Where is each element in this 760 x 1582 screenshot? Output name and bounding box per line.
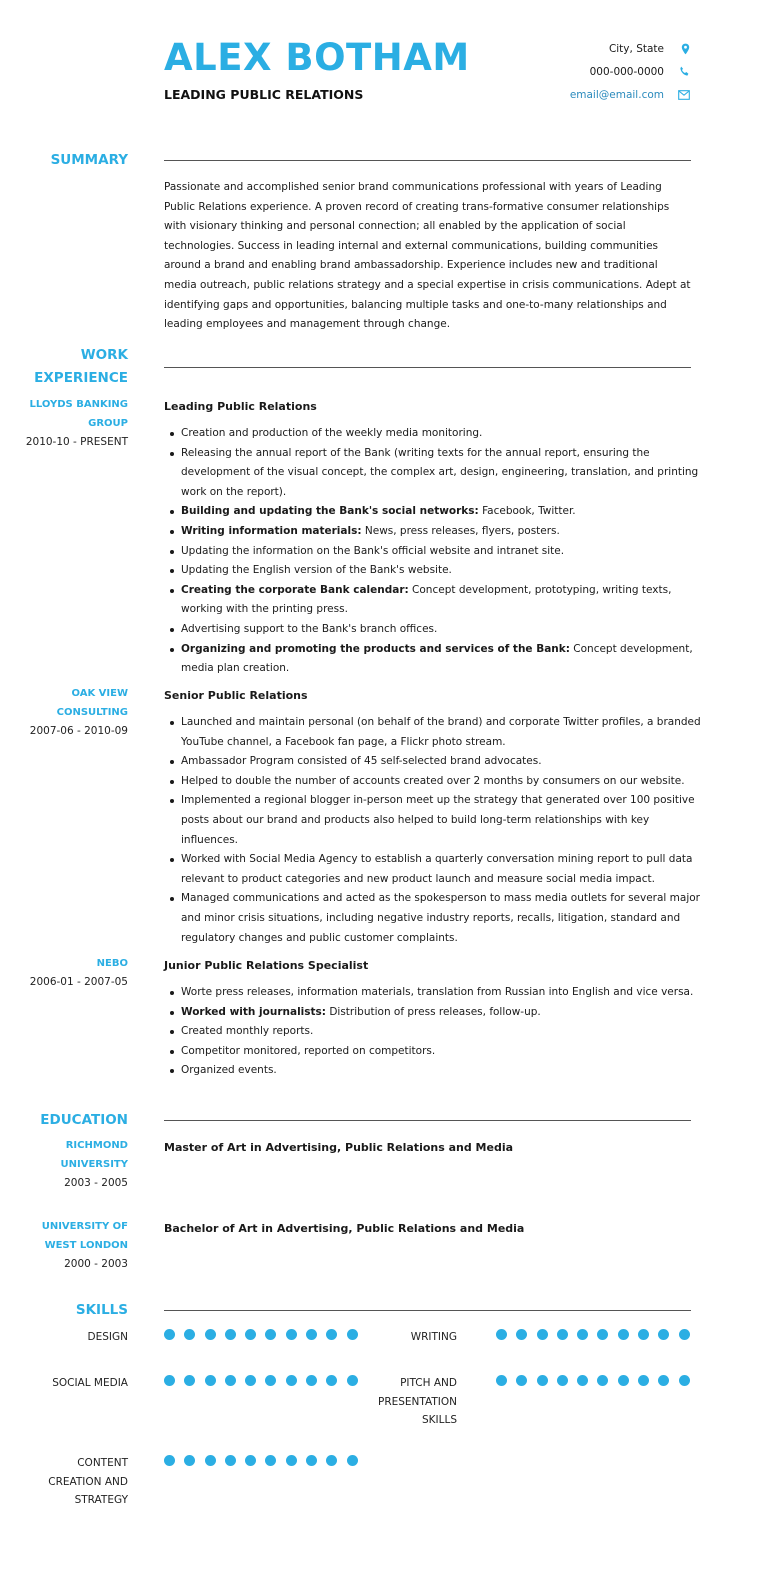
candidate-name: ALEX BOTHAM (164, 36, 470, 79)
skill-dot (516, 1375, 527, 1386)
summary-heading: SUMMARY (50, 152, 128, 168)
employer-line: CONSULTING (56, 706, 128, 718)
skill-rating (164, 1455, 358, 1466)
skill-dot (286, 1329, 297, 1340)
skill-dot (679, 1375, 690, 1386)
bullet-item (181, 522, 708, 542)
bullet-item (181, 502, 708, 522)
bullet-item (181, 640, 708, 679)
bullet-text: Managed communications and acted as the spokesperson to mass media outlets for several major and minor crisis situations, including negative industry reports, recalls, litigation, standard and regulatory changes and public customer complaints. (181, 892, 701, 944)
bullet-text: Distribution of press releases, follow-up. (326, 1005, 541, 1018)
employer-line: LLOYDS BANKING (29, 399, 128, 410)
skill-dot (164, 1455, 175, 1466)
contact-phone (570, 60, 690, 83)
skill-dot (347, 1329, 358, 1340)
bullet-item (181, 1061, 708, 1081)
bullet-text: Organized events. (181, 1064, 277, 1077)
bullet-text: Concept development, prototyping, writing texts, working with the printing press. (181, 583, 672, 616)
job-dates: 2006-01 - 2007-05 (29, 976, 128, 988)
bullet-text: Updating the information on the Bank's official website and intranet site. (181, 544, 565, 557)
skill-label: SOCIAL MEDIA (52, 1377, 128, 1389)
skill-dot (347, 1455, 358, 1466)
skill-dot (184, 1329, 195, 1340)
bullet-text: Facebook, Twitter. (478, 505, 576, 518)
skill-dot (164, 1375, 175, 1386)
skill-dot (577, 1329, 588, 1340)
skill-dot (658, 1375, 669, 1386)
skill-dot (326, 1329, 337, 1340)
school-line: UNIVERSITY OF (41, 1221, 128, 1232)
location-text: City, State (608, 42, 664, 55)
phone-text: 000-000-0000 (589, 65, 664, 78)
contact-email[interactable] (570, 83, 690, 106)
skill-dot (265, 1375, 276, 1386)
skill-dot (537, 1329, 548, 1340)
skill-dot (245, 1375, 256, 1386)
bullet-text: Helped to double the number of accounts created over 2 months by consumers on our website. (181, 774, 685, 787)
education-divider (164, 1120, 691, 1121)
bullet-item (181, 713, 708, 752)
bullet-item (181, 983, 708, 1003)
bullet-text: Worked with Social Media Agency to establish a quarterly conversation mining report to pull data relevant to product categories and new product launch and measure social media impact. (181, 853, 693, 885)
skill-dot (597, 1329, 608, 1340)
skill-dot (618, 1375, 629, 1386)
degree-title: Master of Art in Advertising, Public Relations and Media (164, 1141, 514, 1154)
bullet-text: Competitor monitored, reported on competitors. (181, 1044, 436, 1057)
skill-dot (245, 1329, 256, 1340)
skill-dot (516, 1329, 527, 1340)
skill-dot (306, 1375, 317, 1386)
bullet-text: Advertising support to the Bank's branch offices. (181, 622, 438, 635)
skill-dot (679, 1329, 690, 1340)
bullet-item (181, 542, 708, 562)
employer-line: OAK VIEW (71, 688, 128, 699)
bullet-lead: Organizing and promoting the products and services of the Bank: (181, 642, 570, 655)
bullet-text: Worte press releases, information materials, translation from Russian into English and vice versa. (181, 986, 694, 998)
job-employer (10, 396, 128, 433)
school-name (10, 1218, 128, 1255)
skill-dot (347, 1375, 358, 1386)
bullet-text: Creation and production of the weekly media monitoring. (181, 427, 483, 439)
bullet-item (181, 620, 708, 640)
skill-dot (326, 1375, 337, 1386)
bullet-text: Created monthly reports. (181, 1025, 314, 1038)
skill-dot (225, 1455, 236, 1466)
work-heading-line2: EXPERIENCE (34, 370, 128, 386)
skill-rating (164, 1375, 358, 1386)
education-dates: 2003 - 2005 (64, 1177, 128, 1189)
map-pin-icon (672, 42, 690, 56)
bullet-item (181, 1022, 708, 1042)
bullet-text: Ambassador Program consisted of 45 self-selected brand advocates. (181, 755, 542, 768)
employer-line: GROUP (88, 417, 128, 429)
work-divider (164, 367, 691, 368)
skill-rating (496, 1375, 690, 1386)
bullet-text: Releasing the annual report of the Bank (writing texts for the annual report, ensuring the development of the visual concept, the complex art, design, engineering, translation, and printing work on the report). (181, 446, 699, 498)
work-heading-line1: WORK (80, 347, 128, 363)
skill-label: PITCH AND PRESENTATION SKILLS (377, 1377, 457, 1426)
employer-line: NEBO (96, 958, 128, 969)
skill-label: CONTENT CREATION AND STRATEGY (48, 1457, 128, 1506)
job-bullets (164, 713, 708, 948)
bullet-text: Concept development, media plan creation. (181, 642, 693, 675)
summary-text: Passionate and accomplished senior brand communications professional with years of Leading Public Relations experience. A proven record of creating trans-formative consumer relationships with visionary thinking and personal connection; all enabled by the application of social technologies. Success in leading internal and external communications, building communities around a brand and enabling brand ambassadorship. Experience includes new and traditional media outreach, public relations strategy and a special expertise in crisis communications. Adept at identifying gaps and opportunities, balancing multiple tasks and one-to-many relationships and leading employees and management through change. (164, 181, 691, 331)
job-role: Junior Public Relations Specialist (164, 959, 369, 972)
skill-dot (306, 1329, 317, 1340)
school-line: RICHMOND (65, 1140, 128, 1151)
skill-dot (205, 1375, 216, 1386)
bullet-text: Implemented a regional blogger in-person meet up the strategy that generated over 100 positive posts about our brand and products also helped to build long-term relationships with key influences. (181, 794, 695, 846)
contact-block (570, 37, 690, 106)
skill-dot (184, 1455, 195, 1466)
skill-rating (164, 1329, 358, 1340)
bullet-lead: Creating the corporate Bank calendar: (181, 583, 409, 596)
phone-icon (672, 65, 690, 79)
skill-dot (597, 1375, 608, 1386)
job-role: Leading Public Relations (164, 400, 317, 413)
skill-dot (184, 1375, 195, 1386)
bullet-lead: Writing information materials: (181, 524, 362, 537)
bullet-item (181, 1003, 708, 1023)
skill-dot (265, 1329, 276, 1340)
summary-divider (164, 160, 691, 161)
bullet-text: News, press releases, flyers, posters. (361, 524, 560, 537)
candidate-title: LEADING PUBLIC RELATIONS (164, 87, 364, 102)
work-heading (20, 344, 128, 390)
skill-dot (618, 1329, 629, 1340)
skill-dot (205, 1329, 216, 1340)
skill-dot (658, 1329, 669, 1340)
skill-dot (286, 1455, 297, 1466)
bullet-item (181, 424, 708, 444)
bullet-item (181, 791, 708, 850)
skill-dot (326, 1455, 337, 1466)
education-dates: 2000 - 2003 (64, 1258, 128, 1270)
skill-dot (286, 1375, 297, 1386)
bullet-item (181, 444, 708, 503)
email-link[interactable]: email@email.com (569, 88, 664, 101)
school-name (10, 1137, 128, 1174)
job-role: Senior Public Relations (164, 689, 308, 702)
skill-rating (496, 1329, 690, 1340)
skills-divider (164, 1310, 691, 1311)
skill-dot (306, 1455, 317, 1466)
job-bullets (164, 983, 708, 1081)
bullet-item (181, 1042, 708, 1062)
skill-dot (638, 1329, 649, 1340)
skill-dot (225, 1329, 236, 1340)
skill-label: WRITING (410, 1331, 457, 1343)
bullet-lead: Building and updating the Bank's social networks: (181, 505, 479, 518)
envelope-icon (672, 88, 690, 102)
job-employer (10, 685, 128, 722)
skill-dot (496, 1375, 507, 1386)
skill-dot (496, 1329, 507, 1340)
bullet-item (181, 581, 708, 620)
bullet-item (181, 772, 708, 792)
skill-dot (557, 1375, 568, 1386)
job-bullets (164, 424, 708, 679)
school-line: UNIVERSITY (60, 1158, 128, 1170)
bullet-item (181, 561, 708, 581)
skill-dot (577, 1375, 588, 1386)
skill-label: DESIGN (87, 1331, 128, 1343)
job-dates: 2010-10 - PRESENT (25, 436, 128, 448)
skill-dot (205, 1455, 216, 1466)
skill-dot (557, 1329, 568, 1340)
bullet-text: Launched and maintain personal (on behalf of the brand) and corporate Twitter profiles, a branded YouTube channel, a Facebook fan page, a Flickr photo stream. (181, 716, 701, 748)
bullet-text: Updating the English version of the Bank's website. (181, 564, 452, 577)
degree-title: Bachelor of Art in Advertising, Public Relations and Media (164, 1222, 525, 1235)
bullet-lead: Worked with journalists: (181, 1005, 326, 1018)
skill-dot (638, 1375, 649, 1386)
bullet-item (181, 752, 708, 772)
job-dates: 2007-06 - 2010-09 (29, 725, 128, 737)
skill-dot (245, 1455, 256, 1466)
contact-location (570, 37, 690, 60)
skill-dot (225, 1375, 236, 1386)
school-line: WEST LONDON (44, 1239, 128, 1251)
skill-dot (537, 1375, 548, 1386)
bullet-item (181, 850, 708, 889)
job-employer (10, 955, 128, 974)
skill-dot (265, 1455, 276, 1466)
education-heading: EDUCATION (40, 1112, 128, 1128)
skills-heading: SKILLS (75, 1302, 128, 1318)
skill-dot (164, 1329, 175, 1340)
bullet-item (181, 889, 708, 948)
